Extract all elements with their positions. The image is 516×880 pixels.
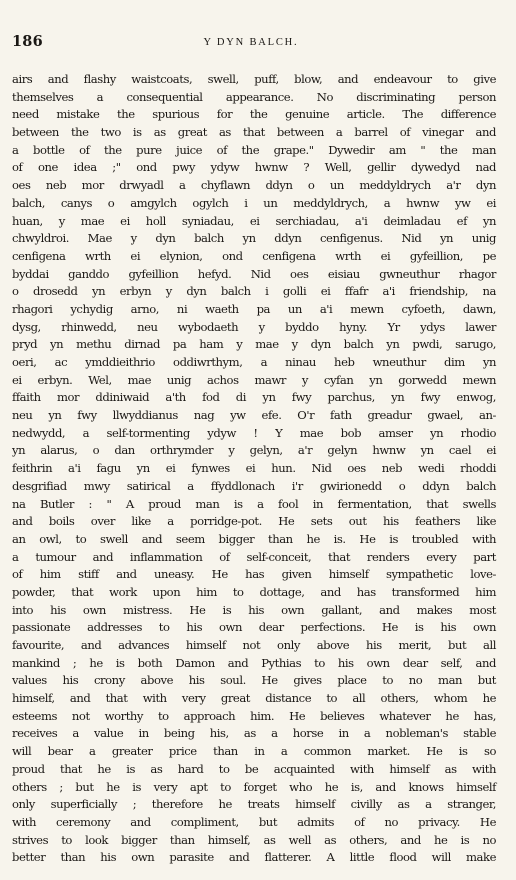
text-line: others ; but he is very apt to forget who he is, and knows himself <box>12 779 496 794</box>
running-head: Y DYN BALCH. <box>203 37 299 48</box>
text-line: ffaith mor ddiniwaid a'th fod di yn fwy parchus, yn fwy enwog, <box>12 390 496 405</box>
page-number: 186 <box>12 33 43 50</box>
text-line: byddai ganddo gyfeillion hefyd. Nid oes eisiau gwneuthur rhagor <box>12 266 496 281</box>
text-line: only superficially ; therefore he treats himself civilly as a stranger, <box>12 797 496 812</box>
text-line: a bottle of the pure juice of the grape." Dywedir am " the man <box>12 142 496 157</box>
text-line: favourite, and advances himself not only above his merit, but all <box>12 638 496 652</box>
text-line: powder, that work upon him to dottage, and has transformed him <box>12 584 496 599</box>
body-text <box>12 71 496 867</box>
text-line: balch, canys o amgylch ogylch i un meddyldrych, a hwnw yw ei <box>12 195 496 210</box>
text-line: pryd yn methu dirnad pa ham y mae y dyn balch yn pwdi, sarugo, <box>12 337 496 352</box>
page-header <box>12 33 490 53</box>
text-line: yn alarus, o dan orthrymder y gelyn, a'r gelyn hwnw yn cael ei <box>12 443 496 458</box>
text-line: himself, and that with very great distance to all others, whom he <box>12 691 496 706</box>
text-line: feithrin a'i fagu yn ei fynwes ei hun. Nid oes neb wedi rhoddi <box>12 461 496 476</box>
text-line: with ceremony and compliment, but admits of no privacy. He <box>12 814 496 829</box>
text-line: nedwydd, a self-tormenting ydyw ! Y mae bob amser yn rhodio <box>12 425 496 440</box>
text-line: oes neb mor drwyadl a chyflawn ddyn o un meddyldrych a'r dyn <box>12 178 496 193</box>
text-line: o drosedd yn erbyn y dyn balch i golli ei ffafr a'i friendship, na <box>12 284 496 299</box>
text-line: themselves a consequential appearance. No discriminating person <box>12 89 496 104</box>
text-line: of one idea ;" ond pwy ydyw hwnw ? Well, gellir dywedyd nad <box>12 160 496 175</box>
text-line: dysg, rhinwedd, neu wybodaeth y byddo hyny. Yr ydys lawer <box>12 319 496 334</box>
text-line: receives a value in being his, as a horse in a nobleman's stable <box>12 726 496 741</box>
text-line: oeri, ac ymddieithrio oddiwrthym, a ninau heb wneuthur dim yn <box>12 355 496 369</box>
text-line: huan, y mae ei holl syniadau, ei serchiadau, a'i deimladau ef yn <box>12 213 496 228</box>
text-line: cenfigena wrth ei elynion, ond cenfigena wrth ei gyfeillion, pe <box>12 248 496 263</box>
text-line: mankind ; he is both Damon and Pythias to his own dear self, and <box>12 655 496 670</box>
text-line: rhagori ychydig arno, ni waeth pa un a'i mewn cyfoeth, dawn, <box>12 301 496 316</box>
text-line: airs and flashy waistcoats, swell, puff, blow, and endeavour to give <box>12 72 496 86</box>
text-line: proud that he is as hard to be acquainted with himself as with <box>12 761 496 776</box>
text-line: will bear a greater price than in a common market. He is so <box>12 744 496 759</box>
text-line: better than his own parasite and flatterer. A little flood will make <box>12 850 496 865</box>
text-line: desgrifiad mwy satirical a ffyddlonach i'r gwirionedd o ddyn balch <box>12 478 496 493</box>
text-line: chwyldroi. Mae y dyn balch yn ddyn cenfigenus. Nid yn unig <box>12 231 496 246</box>
text-line: a tumour and inflammation of self-conceit, that renders every part <box>12 549 496 564</box>
text-line: ei erbyn. Wel, mae unig achos mawr y cyfan yn gorwedd mewn <box>12 372 496 387</box>
text-line: of him stiff and uneasy. He has given himself sympathetic love- <box>12 567 496 582</box>
text-line: strives to look bigger than himself, as well as others, and he is no <box>12 832 496 847</box>
text-line: between the two is as great as that between a barrel of vinegar and <box>12 125 496 140</box>
text-line: into his own mistress. He is his own gallant, and makes most <box>12 602 496 617</box>
text-line: na Butler : " A proud man is a fool in fermentation, that swells <box>12 496 496 511</box>
text-line: values his crony above his soul. He gives place to no man but <box>12 673 496 688</box>
text-line: neu yn fwy llwyddianus nag yw efe. O'r fath greadur gwael, an- <box>12 408 496 423</box>
text-line: and boils over like a porridge-pot. He sets out his feathers like <box>12 514 496 529</box>
text-line: esteems not worthy to approach him. He believes whatever he has, <box>12 708 496 723</box>
text-line: an owl, to swell and seem bigger than he is. He is troubled with <box>12 531 496 546</box>
text-line: passionate addresses to his own dear perfections. He is his own <box>12 620 496 635</box>
text-line: need mistake the spurious for the genuine article. The difference <box>12 107 496 122</box>
